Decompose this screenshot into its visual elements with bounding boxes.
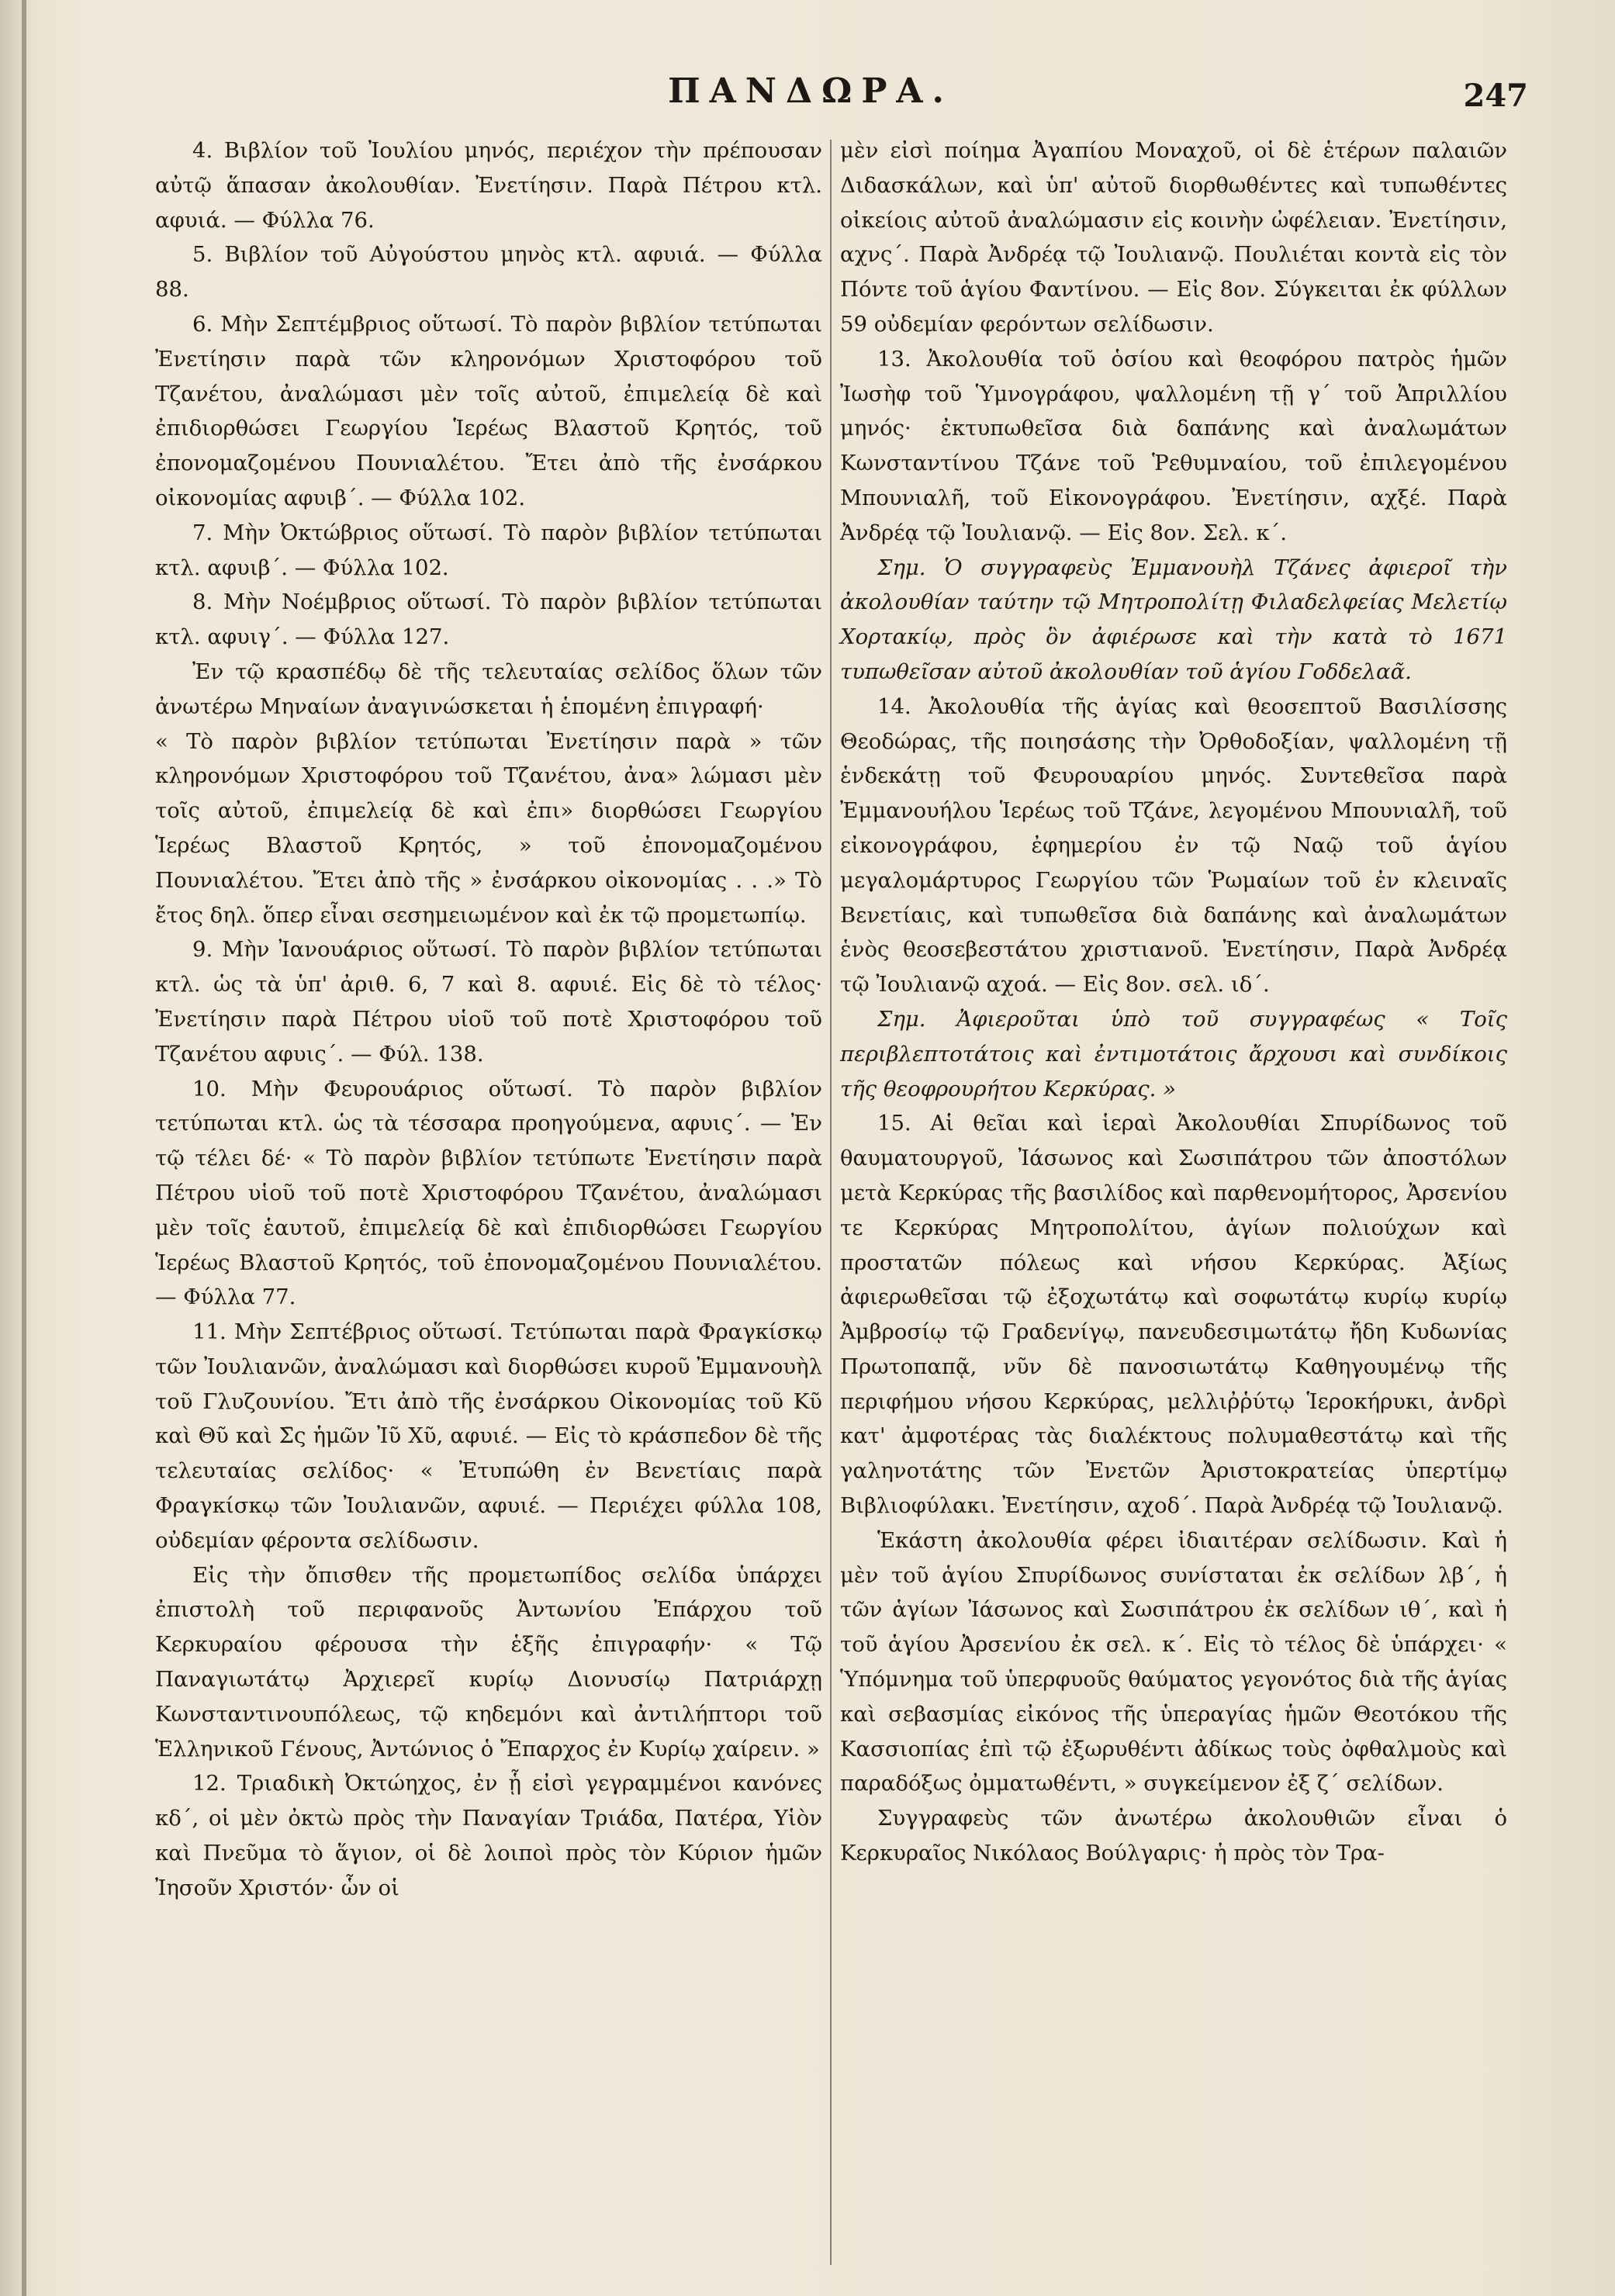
text-paragraph: 4. Βιβλίον τοῦ Ἰουλίου μηνός, περιέχον τὴν πρέπουσαν αὐτῷ ἅπασαν ἀκολουθίαν. Ἐνετίησιν. Παρὰ Πέτρου κτλ. αφυιά. — Φύλλα 76. — [155, 138, 822, 233]
text-paragraph: Ἑκάστη ἀκολουθία φέρει ἰδιαιτέραν σελίδωσιν. Καὶ ἡ μὲν τοῦ ἁγίου Σπυρίδωνος συνίσταται ἐκ σελίδων λβ΄, ἡ τῶν ἁγίων Ἰάσωνος καὶ Σωσιπάτρου ἐκ σελίδων ιθ΄, καὶ ἡ τοῦ ἁγίου Ἀρσενίου ἐκ σελ. κ΄. Εἰς τὸ τέλος δὲ ὑπάρχει· « Ὑπόμνημα τοῦ ὑπερφυοῦς θαύματος γεγονότος διὰ τῆς ἁγίας καὶ σεβασμίας εἰκόνος τῆς ὑπεραγίας ἡμῶν Θεοτόκου τῆς Κασσιοπίας ἐπὶ τῷ ἐξωρυθέντι ἀδίκως τοὺς ὀφθαλμοὺς καὶ παραδόξως ὀμματωθέντι, » συγκείμενον ἐξ ζ΄ σελίδων. — [840, 1527, 1507, 1796]
text-paragraph: 14. Ἀκολουθία τῆς ἁγίας καὶ θεοσεπτοῦ Βασιλίσσης Θεοδώρας, τῆς ποιησάσης τὴν Ὀρθοδοξίαν, ψαλλομένη τῇ ἑνδεκάτῃ τοῦ Φευρουαρίου μηνός. Συντεθεῖσα παρὰ Ἐμμανουήλου Ἱερέως τοῦ Τζάνε, λεγομένου Μπουνιαλῆ, τοῦ εἰκονογράφου, ἐφημερίου ἐν τῷ Ναῷ τοῦ ἁγίου μεγαλομάρτυρος Γεωργίου τῶν Ῥωμαίων τοῦ ἐν κλειναῖς Βενετίαις, καὶ τυπωθεῖσα διὰ δαπάνης καὶ ἀναλωμάτων ἑνὸς θεοσεβεστάτου χριστιανοῦ. Ἐνετίησιν, Παρὰ Ἀνδρέᾳ τῷ Ἰουλιανῷ αχοά. — Εἰς 8ον. σελ. ιδ΄. — [840, 693, 1507, 998]
text-paragraph: 7. Μὴν Ὀκτώβριος οὕτωσί. Τὸ παρὸν βιβλίον τετύπωται κτλ. αφυιβ΄. — Φύλλα 102. — [155, 520, 822, 580]
text-paragraph: Συγγραφεὺς τῶν ἀνωτέρω ἀκολουθιῶν εἶναι ὁ Κερκυραῖος Νικόλαος Βούλγαρις· ἡ πρὸς τὸν Τρα- — [840, 1806, 1507, 1866]
text-paragraph: Ἐν τῷ κρασπέδῳ δὲ τῆς τελευταίας σελίδος ὅλων τῶν ἀνωτέρω Μηναίων ἀναγινώσκεται ἡ ἑπομένη ἐπιγραφή· — [155, 659, 822, 719]
text-paragraph: 5. Βιβλίον τοῦ Αὐγούστου μηνὸς κτλ. αφυιά. — Φύλλα 88. — [155, 242, 822, 303]
page-number: 247 — [1463, 78, 1528, 114]
text-paragraph: 10. Μὴν Φευρουάριος οὕτωσί. Τὸ παρὸν βιβλίον τετύπωται κτλ. ὡς τὰ τέσσαρα προηγούμενα, αφυις΄. — Ἐν τῷ τέλει δέ· « Τὸ παρὸν βιβλίον τετύπωτε Ἐνετίησιν παρὰ Πέτρου υἱοῦ τοῦ ποτὲ Χριστοφόρου Τζανέτου, ἀναλώμασι μὲν τοῖς ἑαυτοῦ, ἐπιμελείᾳ δὲ καὶ ἐπιδιορθώσει Γεωργίου Ἱερέως Βλαστοῦ Κρητός, τοῦ ἐπονομαζομένου Πουνιαλέτου. — Φύλλα 77. — [155, 1076, 822, 1310]
text-paragraph: Εἰς τὴν ὄπισθεν τῆς προμετωπίδος σελίδα ὑπάρχει ἐπιστολὴ τοῦ περιφανοῦς Ἀντωνίου Ἐπάρχου τοῦ Κερκυραίου φέρουσα τὴν ἑξῆς ἐπιγραφήν· « Τῷ Παναγιωτάτῳ Ἀρχιερεῖ κυρίῳ Διονυσίῳ Πατριάρχῃ Κωνσταντινουπόλεως, τῷ κηδεμόνι καὶ ἀντιλήπτορι τοῦ Ἑλληνικοῦ Γένους, Ἀντώνιος ὁ Ἔπαρχος ἐν Κυρίῳ χαίρειν. » — [155, 1562, 822, 1762]
footnote-paragraph: Σημ. Ὁ συγγραφεὺς Ἐμμανουὴλ Τζάνες ἀφιεροῖ τὴν ἀκολουθίαν ταύτην τῷ Μητροπολίτῃ Φιλαδελφείας Μελετίῳ Χορτακίῳ, πρὸς ὃν ἀφιέρωσε καὶ τὴν κατὰ τὸ 1671 τυπωθεῖσαν αὐτοῦ ἀκολουθίαν τοῦ ἁγίου Γοδδελαᾶ. — [840, 555, 1507, 684]
column-divider — [830, 140, 832, 2265]
text-paragraph: 13. Ἀκολουθία τοῦ ὁσίου καὶ θεοφόρου πατρὸς ἡμῶν Ἰωσὴφ τοῦ Ὑμνογράφου, ψαλλομένη τῇ γ΄ τοῦ Ἀπριλλίου μηνός· ἐκτυπωθεῖσα διὰ δαπάνης καὶ ἀναλωμάτων Κωνσταντίνου Τζάνε τοῦ Ῥεθυμναίου, τοῦ ἐπιλεγομένου Μπουνιαλῆ, τοῦ Εἰκονογράφου. Ἐνετίησιν, αχξέ. Παρὰ Ἀνδρέᾳ τῷ Ἰουλιανῷ. — Εἰς 8ον. Σελ. κ΄. — [840, 346, 1507, 545]
binding-edge — [22, 0, 26, 2296]
text-paragraph: 11. Μὴν Σεπτέβριος οὕτωσί. Τετύπωται παρὰ Φραγκίσκῳ τῶν Ἰουλιανῶν, ἀναλώμασι καὶ διορθώσει κυροῦ Ἐμμανουὴλ τοῦ Γλυζουνίου. Ἔτι ἀπὸ τῆς ἐνσάρκου Οἰκονομίας τοῦ Κῦ καὶ Θῦ καὶ Σ̄ς ἡμῶν Ἰῦ Χῦ, αφυιέ. — Εἰς τὸ κράσπεδον δὲ τῆς τελευταίας σελίδος· « Ἐτυπώθη ἐν Βενετίαις παρὰ Φραγκίσκῳ τῶν Ἰουλιανῶν, αφυιέ. — Περιέχει φύλλα 108, οὐδεμίαν φέροντα σελίδωσιν. — [155, 1319, 822, 1553]
text-paragraph: 8. Μὴν Νοέμβριος οὕτωσί. Τὸ παρὸν βιβλίον τετύπωται κτλ. αφυιγ΄. — Φύλλα 127. — [155, 590, 822, 650]
page-header — [93, 71, 1528, 126]
running-title: ΠΑΝΔΩΡΑ. — [668, 71, 953, 111]
text-paragraph: 9. Μὴν Ἰανουάριος οὕτωσί. Τὸ παρὸν βιβλίον τετύπωται κτλ. ὡς τὰ ὑπ' ἀριθ. 6, 7 καὶ 8. αφυιέ. Εἰς δὲ τὸ τέλος· Ἐνετίησιν παρὰ Πέτρου υἱοῦ τοῦ ποτὲ Χριστοφόρου τοῦ Τζανέτου αφυις΄. — Φύλ. 138. — [155, 937, 822, 1067]
text-paragraph: 12. Τριαδικὴ Ὀκτώηχος, ἐν ᾗ εἰσὶ γεγραμμένοι κανόνες κδ΄, οἱ μὲν ὀκτὼ πρὸς τὴν Παναγίαν Τριάδα, Πατέρα, Υἱὸν καὶ Πνεῦμα τὸ ἅγιον, οἱ δὲ λοιποὶ πρὸς τὸν Κύριον ἡμῶν Ἰησοῦν Χριστόν· ὧν οἱ — [155, 1771, 822, 1900]
footnote-paragraph: Σημ. Ἀφιεροῦται ὑπὸ τοῦ συγγραφέως « Τοῖς περιβλεπτοτάτοις καὶ ἐντιμοτάτοις ἄρχουσι καὶ συνδίκοις τῆς θεοφρουρήτου Κερκύρας. » — [840, 1006, 1507, 1101]
quoted-inscription: « Τὸ παρὸν βιβλίον τετύπωται Ἐνετίησιν παρὰ » τῶν κληρονόμων Χριστοφόρου τοῦ Τζανέτου, ἀνα» λώμασι μὲν τοῖς αὐτοῦ, ἐπιμελείᾳ δὲ καὶ ἐπι» διορθώσει Γεωργίου Ἱερέως Βλαστοῦ Κρητός, » τοῦ ἐπονομαζομένου Πουνιαλέτου. Ἔτει ἀπὸ τῆς » ἐνσάρκου οἰκονομίας . . .» Τὸ ἔτος δηλ. ὅπερ εἶναι σεσημειωμένον καὶ ἐκ τῷ προμετωπίῳ. — [155, 728, 822, 928]
left-column — [155, 133, 822, 2274]
right-column — [840, 133, 1507, 2274]
text-paragraph: μὲν εἰσὶ ποίημα Ἀγαπίου Μοναχοῦ, οἱ δὲ ἑτέρων παλαιῶν Διδασκάλων, καὶ ὑπ' αὐτοῦ διορθωθέντες καὶ τυπωθέντες οἰκείοις αὐτοῦ ἀναλώμασιν εἰς κοινὴν ὠφέλειαν. Ἐνετίησιν, αχνς΄. Παρὰ Ἀνδρέᾳ τῷ Ἰουλιανῷ. Πουλιέται κοντὰ εἰς τὸν Πόντε τοῦ ἁγίου Φαντίνου. — Εἰς 8ον. Σύγκειται ἐκ φύλλων 59 οὐδεμίαν φερόντων σελίδωσιν. — [840, 138, 1507, 337]
text-paragraph: 15. Αἱ θεῖαι καὶ ἱεραὶ Ἀκολουθίαι Σπυρίδωνος τοῦ θαυματουργοῦ, Ἰάσωνος καὶ Σωσιπάτρου τῶν ἀποστόλων μετὰ Κερκύρας τῆς βασιλίδος καὶ παρθενομήτορος, Ἀρσενίου τε Κερκύρας Μητροπολίτου, ἁγίων πολιούχων καὶ προστατῶν πόλεως καὶ νήσου Κερκύρας. Ἀξίως ἀφιερωθεῖσαι τῷ ἐξοχωτάτῳ καὶ σοφωτάτῳ κυρίῳ κυρίῳ Ἀμβροσίῳ τῷ Γραδενίγῳ, πανευδεσιμωτάτῳ ἤδη Κυδωνίας Πρωτοπαπᾷ, νῦν δὲ πανοσιωτάτῳ Καθηγουμένῳ τῆς περιφήμου νήσου Κερκύρας, μελλιῤῥύτῳ Ἱεροκήρυκι, ἀνδρὶ κατ' ἀμφοτέρας τὰς διαλέκτους πολυμαθεστάτῳ καὶ τῆς γαληνοτάτης τῶν Ἐνετῶν Ἀριστοκρατείας ὑπερτίμῳ Βιβλιοφύλακι. Ἐνετίησιν, αχοδ΄. Παρὰ Ἀνδρέᾳ τῷ Ἰουλιανῷ. — [840, 1111, 1507, 1519]
text-paragraph: 6. Μὴν Σεπτέμβριος οὕτωσί. Τὸ παρὸν βιβλίον τετύπωται Ἐνετίησιν παρὰ τῶν κληρονόμων Χριστοφόρου τοῦ Τζανέτου, ἀναλώμασι μὲν τοῖς αὐτοῦ, ἐπιμελείᾳ δὲ καὶ ἐπιδιορθώσει Γεωργίου Ἱερέως Βλαστοῦ Κρητός, τοῦ ἐπονομαζομένου Πουνιαλέτου. Ἔτει ἀπὸ τῆς ἐνσάρκου οἰκονομίας αφυιβ΄. — Φύλλα 102. — [155, 311, 822, 510]
